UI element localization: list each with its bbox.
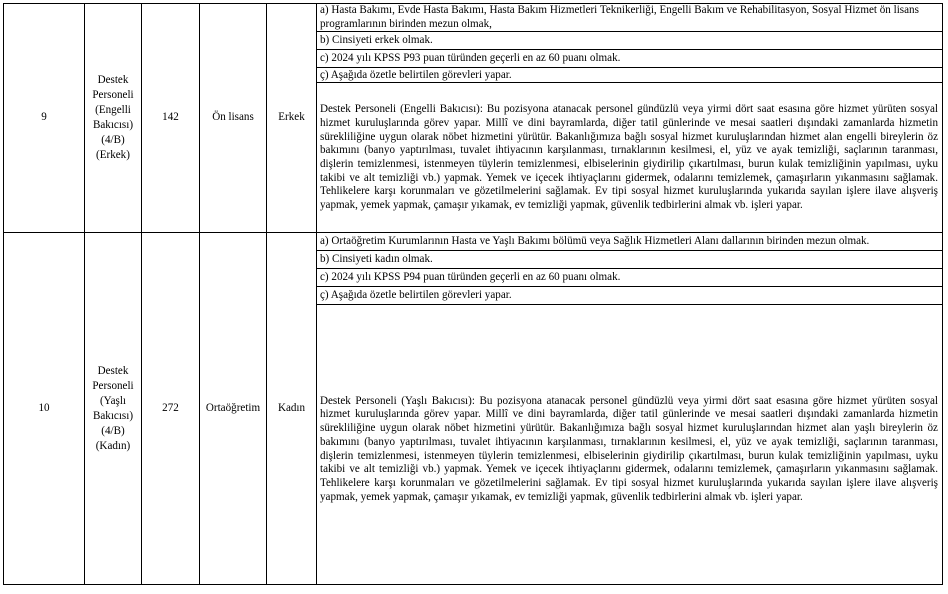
position-title	[85, 233, 142, 585]
job-description: Destek Personeli (Yaşlı Bakıcısı): Bu pozisyona atanacak personel gündüzlü veya yirmi dört saat esasına göre hizmet yürüten sosyal hizmet kuruluşlarında görev yapar. Millî ve dini bayramlarda, diğer tatil günlerinde ve mesai saatleri dışındaki zamanlarda hizmetin sürekliliğine uygun olarak nöbet hizmetini yürütür. Bakanlığımıza bağlı sosyal hizmet kuruluşlarından hizmet alan yaşlı bireylerin öz bakımını (banyo yaptırılması, tuvalet ihtiyacının karşılanması, tırnaklarının kesilmesi, el, yüz ve ayak temizliği, saçlarının taranması, dişlerin temizlenmesi, istenmeyen tüylerin temizlenmesi, elbiselerinin giydirilip çıkartılması, burun kulak temizliğinin yapılması, uyku takibi ve alt temizliği vb.) yapmak. Yemek ve içecek ihtiyaçlarını gidermek, odalarını temizlemek, çamaşırların yıkanmasını sağlamak. Tehlikelere karşı korunmaları ve gözetilmelerini sağlamak. Ev tipi sosyal hizmet kuruluşlarında yukarıda sayılan işlere ilave alışveriş yapmak, yemek yapmak, çamaşır yıkamak, ev temizliği yapmak, güvenlik tedbirlerini almak vb. işleri yapar.	[317, 305, 943, 585]
position-title-line: Destek	[97, 364, 129, 377]
position-count: 272	[142, 233, 200, 585]
gender: Kadın	[267, 233, 317, 585]
education-level: Ön lisans	[200, 4, 267, 233]
position-title-line: (Erkek)	[96, 149, 130, 162]
position-title-line: Bakıcısı)	[92, 409, 134, 422]
requirement-b: b) Cinsiyeti erkek olmak.	[317, 32, 943, 50]
requirement-a: a) Ortaöğretim Kurumlarının Hasta ve Yaşlı Bakımı bölümü veya Sağlık Hizmetleri Alanı dallarının birinden mezun olmak.	[317, 233, 943, 251]
position-title-line: Bakıcısı)	[92, 119, 134, 132]
gender: Erkek	[267, 4, 317, 233]
job-description: Destek Personeli (Engelli Bakıcısı): Bu pozisyona atanacak personel gündüzlü veya yirmi dört saat esasına göre hizmet yürüten sosyal hizmet kuruluşlarında görev yapar. Millî ve dini bayramlarda, diğer tatil günlerinde ve mesai saatleri dışındaki zamanlarda hizmetin sürekliliğine uygun olarak nöbet hizmetini yürütür. Bakanlığımıza bağlı sosyal hizmet kuruluşlarından hizmet alan engelli bireylerin öz bakımını (banyo yaptırılması, tuvalet ihtiyacının karşılanması, tırnaklarının kesilmesi, el, yüz ve ayak temizliği, saçlarının taranması, dişlerin temizlenmesi, istenmeyen tüylerin temizlenmesi, elbiselerinin giydirilip çıkartılması, burun kulak temizliğinin yapılması, uyku takibi ve alt temizliği vb.) yapmak. Yemek ve içecek ihtiyaçlarını gidermek, odalarını temizlemek, çamaşırların yıkanmasını sağlamak. Tehlikelere karşı korunmaları ve gözetilmelerini sağlamak. Ev tipi sosyal hizmet kuruluşlarında yukarıda sayılan işlere ilave alışveriş yapmak, yemek yapmak, çamaşır yıkamak, ev temizliği yapmak, güvenlik tedbirlerini almak vb. işleri yapar.	[317, 83, 943, 233]
requirement-b: b) Cinsiyeti kadın olmak.	[317, 251, 943, 269]
position-title-line: (4/B)	[101, 424, 125, 437]
position-title-line: Destek	[97, 74, 129, 87]
position-title-line: (Kadın)	[95, 439, 131, 452]
table-row	[4, 233, 943, 251]
position-count: 142	[142, 4, 200, 233]
position-title-line: Personeli	[92, 89, 134, 102]
education-level: Ortaöğretim	[200, 233, 267, 585]
row-number: 9	[4, 4, 85, 233]
position-title-line: (Yaşlı	[99, 394, 126, 407]
requirement-c: c) 2024 yılı KPSS P94 puan türünden geçerli en az 60 puanı olmak.	[317, 269, 943, 287]
position-title	[85, 4, 142, 233]
table-row	[4, 4, 943, 32]
requirement-c: c) 2024 yılı KPSS P93 puan türünden geçerli en az 60 puanı olmak.	[317, 50, 943, 68]
position-title-line: Personeli	[92, 379, 134, 392]
positions-table	[3, 3, 943, 585]
position-title-line: (Engelli	[95, 104, 131, 117]
requirement-cc: ç) Aşağıda özetle belirtilen görevleri yapar.	[317, 287, 943, 305]
requirement-a: a) Hasta Bakımı, Evde Hasta Bakımı, Hasta Bakım Hizmetleri Teknikerliği, Engelli Bakım ve Rehabilitasyon, Sosyal Hizmet ön lisans programlarının birinden mezun olmak,	[317, 4, 943, 32]
row-number: 10	[4, 233, 85, 585]
position-title-line: (4/B)	[101, 134, 125, 147]
requirement-cc: ç) Aşağıda özetle belirtilen görevleri yapar.	[317, 68, 943, 83]
